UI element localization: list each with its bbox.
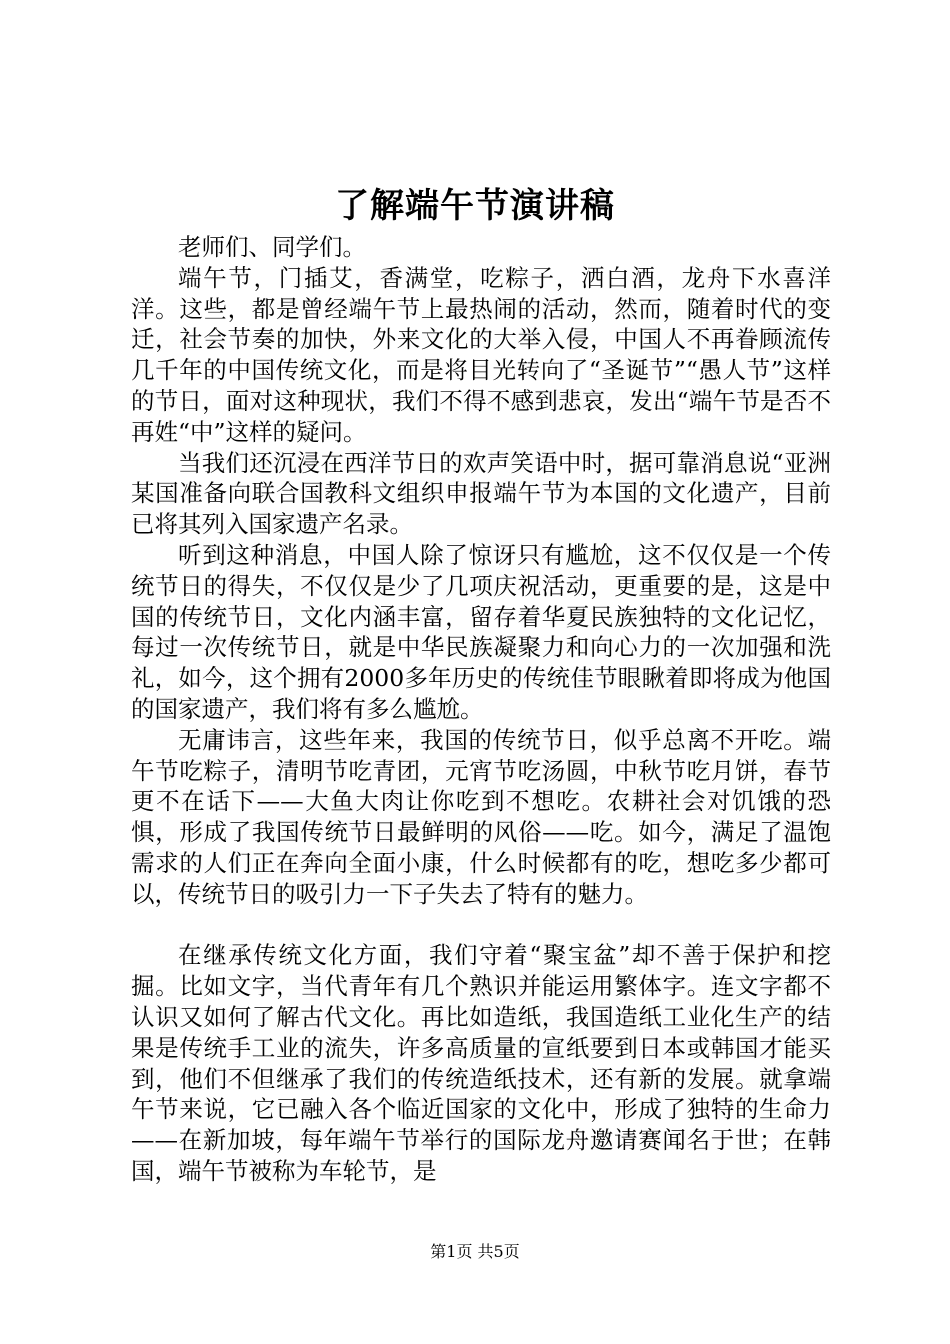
paragraph-greeting: 老师们、同学们。 bbox=[178, 233, 366, 261]
page-footer: 第1页 共5页 bbox=[430, 1242, 520, 1261]
document-body bbox=[131, 232, 831, 1187]
paragraph-5: 在继承传统文化方面，我们守着“聚宝盆”却不善于保护和挖掘。比如文字，当代青年有几个熟识并能运用繁体字。连文字都不认识又如何了解古代文化。再比如造纸，我国造纸工业化生产的结果是传统手工业的流失，许多高质量的宣纸要到日本或韩国才能买到，他们不但继承了我们的传统造纸技术，还有新的发展。就拿端午节来说，它已融入各个临近国家的文化中，形成了独特的生命力——在新加坡，每年端午节举行的国际龙舟邀请赛闻名于世；在韩国，端午节被称为车轮节，是 bbox=[131, 941, 831, 1185]
document-title: 了解端午节演讲稿 bbox=[335, 186, 615, 226]
paragraph-3: 听到这种消息，中国人除了惊讶只有尴尬，这不仅仅是一个传统节日的得失，不仅仅是少了几项庆祝活动，更重要的是，这是中国的传统节日，文化内涵丰富，留存着华夏民族独特的文化记忆，每过一次传统节日，就是中华民族凝聚力和向心力的一次加强和洗礼，如今，这个拥有2000多年历史的传统佳节眼瞅着即将成为他国的国家遗产，我们将有多么尴尬。 bbox=[131, 540, 831, 723]
paragraph-2: 当我们还沉浸在西洋节日的欢声笑语中时，据可靠消息说“亚洲某国准备向联合国教科文组织申报端午节为本国的文化遗产，目前已将其列入国家遗产名录。 bbox=[131, 448, 831, 539]
paragraph-4: 无庸讳言，这些年来，我国的传统节日，似乎总离不开吃。端午节吃粽子，清明节吃青团，元宵节吃汤圆，中秋节吃月饼，春节更不在话下——大鱼大肉让你吃到不想吃。农耕社会对饥饿的恐惧，形成了我国传统节日最鲜明的风俗——吃。如今，满足了温饱需求的人们正在奔向全面小康，什么时候都有的吃，想吃多少都可以，传统节日的吸引力一下子失去了特有的魅力。 bbox=[131, 725, 831, 908]
paragraph-1: 端午节，门插艾，香满堂，吃粽子，洒白酒，龙舟下水喜洋洋。这些，都是曾经端午节上最热闹的活动，然而，随着时代的变迁，社会节奏的加快，外来文化的大举入侵，中国人不再眷顾流传几千年的中国传统文化，而是将目光转向了“圣诞节”“愚人节”这样的节日，面对这种现状，我们不得不感到悲哀，发出“端午节是否不再姓“中”这样的疑问。 bbox=[131, 263, 831, 446]
